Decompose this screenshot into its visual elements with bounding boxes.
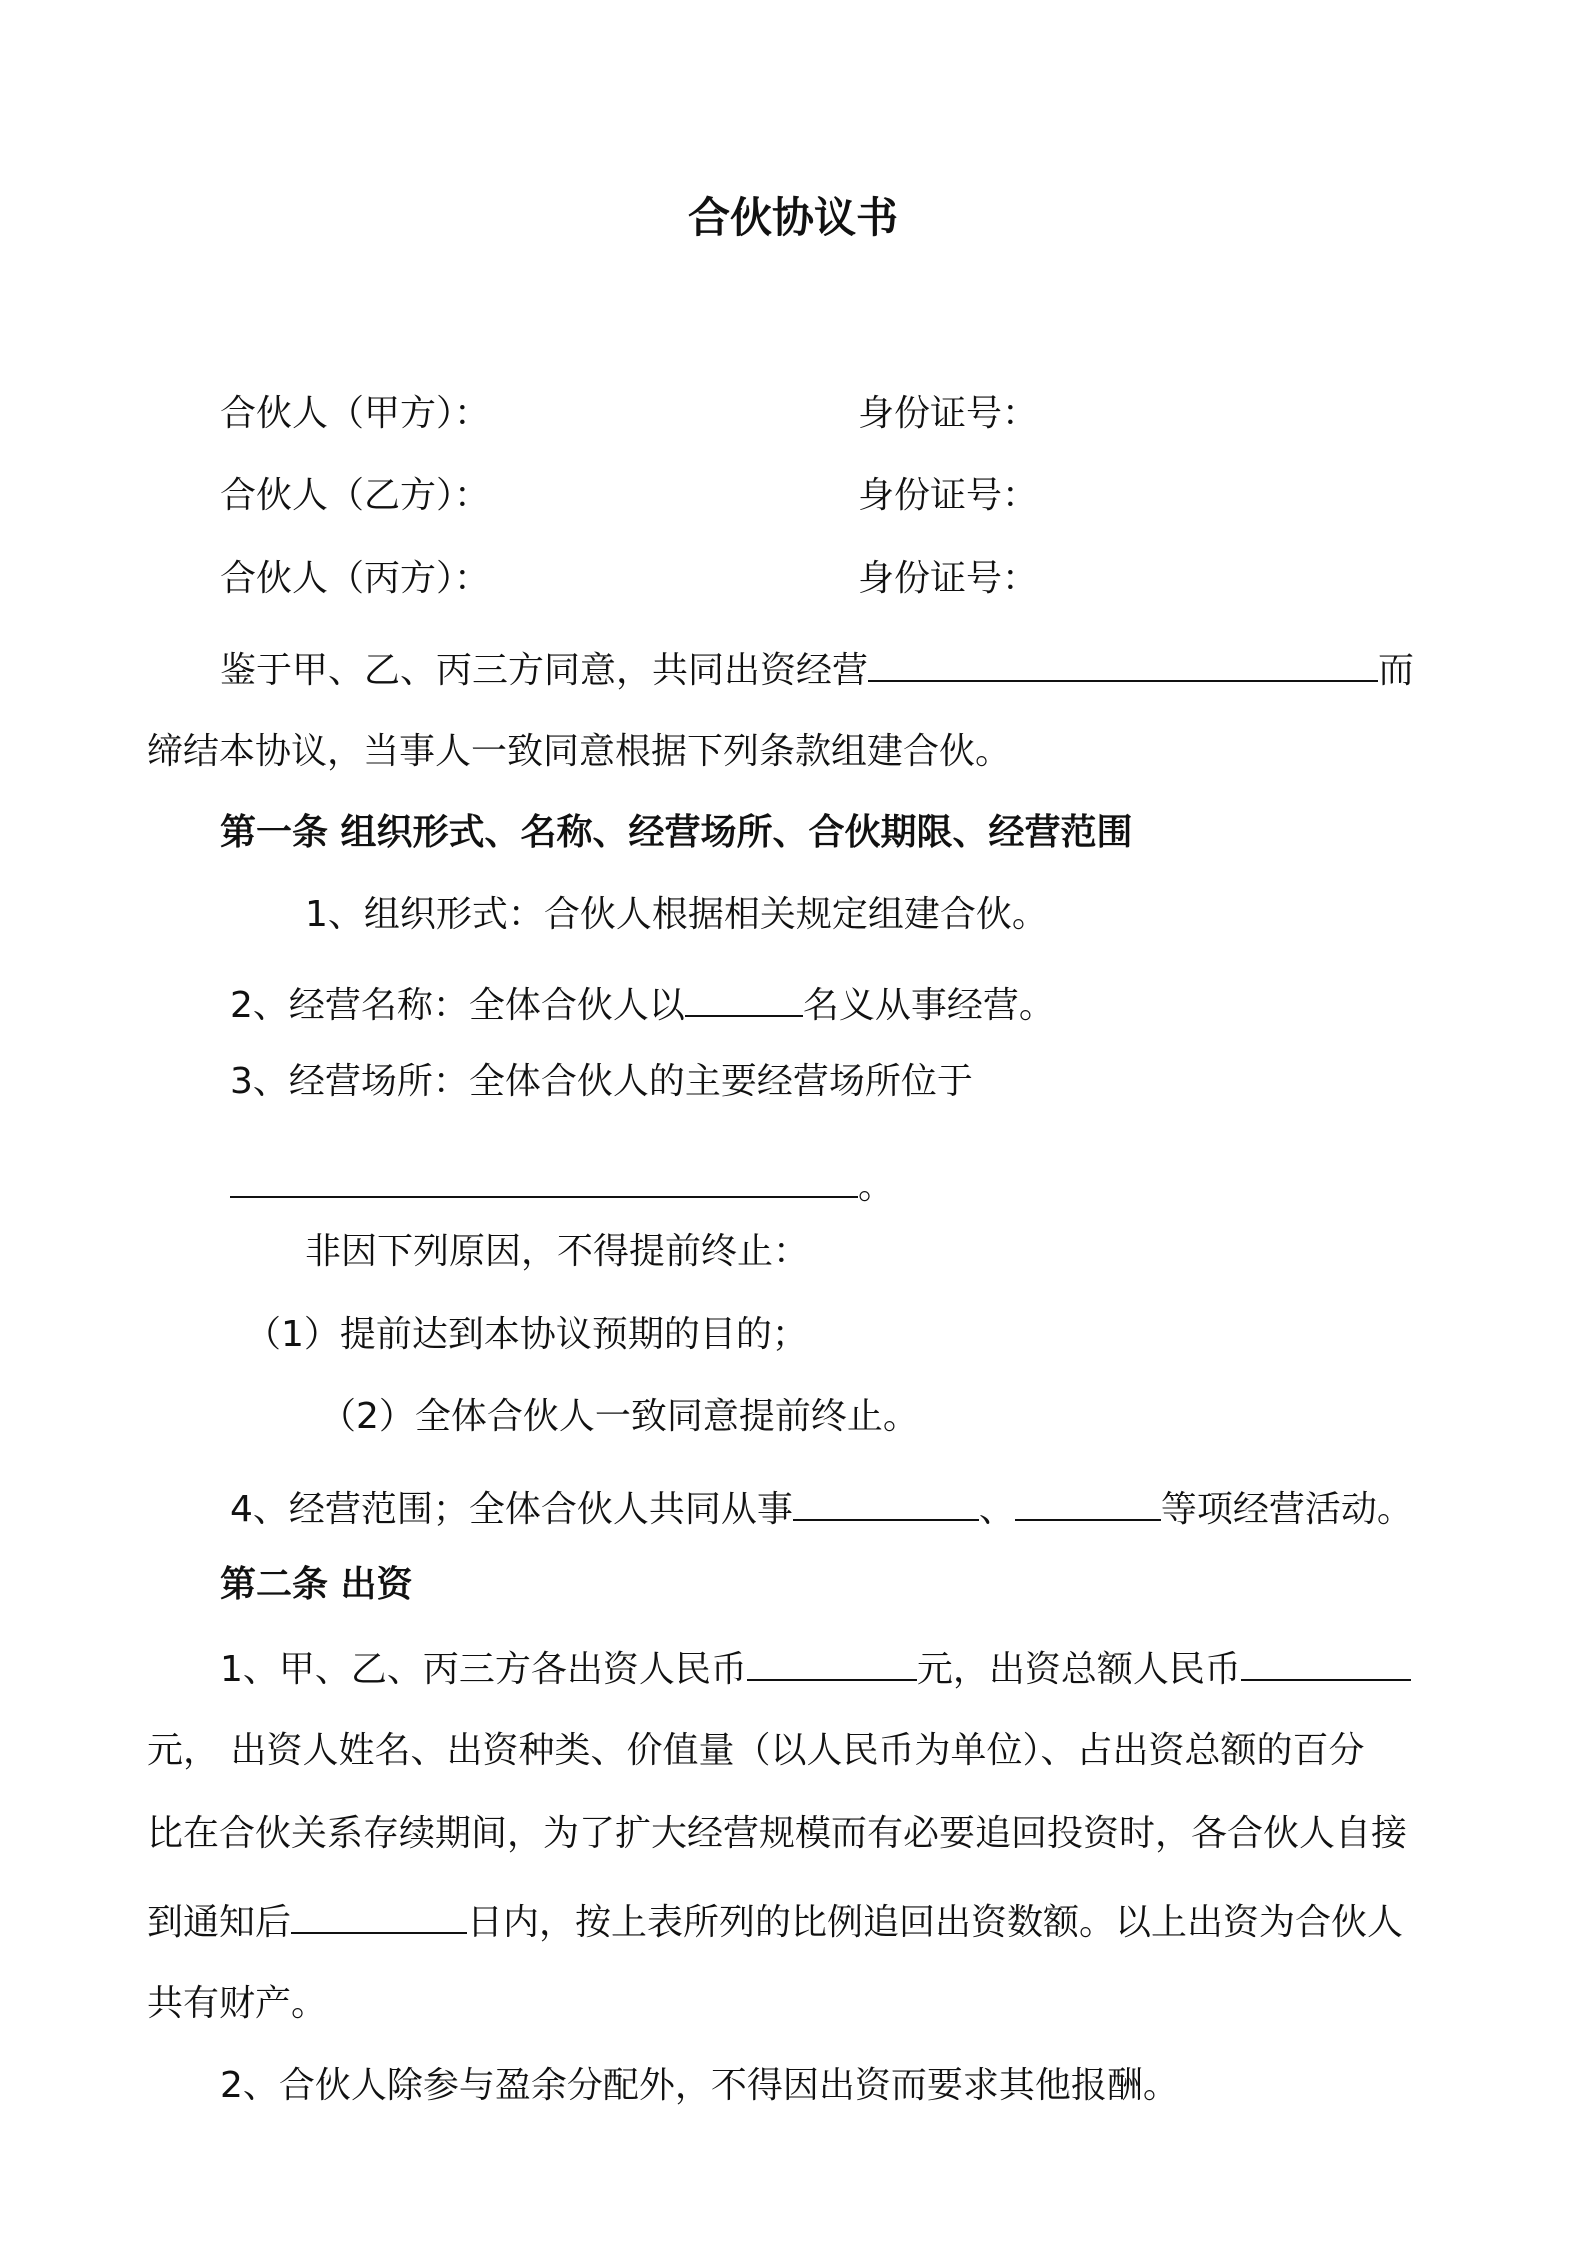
- termination-reason-1: （1）提前达到本协议预期的目的；: [245, 1314, 808, 1355]
- contribution-blank: [747, 1647, 917, 1681]
- intro-line-1-prefix: 鉴于甲、乙、丙三方同意，共同出资经营: [220, 650, 869, 691]
- party-a-label: 合伙人（甲方）：: [220, 393, 491, 434]
- article-1-item-1: 1、组织形式：合伙人根据相关规定组建合伙。: [305, 894, 1048, 935]
- article-2-p1-line-1: [220, 1647, 1411, 1692]
- item-4-prefix: 4、经营范围；全体合伙人共同从事: [230, 1489, 793, 1530]
- article-2-p1-line-4: [147, 1900, 1403, 1945]
- document-title: 合伙协议书: [687, 193, 898, 242]
- article-1-item-4: [230, 1487, 1413, 1532]
- article-2-p1-line-3: 比在合伙关系存续期间，为了扩大经营规模而有必要追回投资时，各合伙人自接: [147, 1813, 1408, 1854]
- premises-end: 。: [858, 1166, 895, 1207]
- article-2-p1-line-5: 共有财产。: [147, 1983, 328, 2024]
- party-b-label: 合伙人（乙方）：: [220, 475, 491, 516]
- item-4-separator: 、: [978, 1489, 1015, 1530]
- article-2-heading: 第二条 出资: [220, 1564, 413, 1605]
- article-2-p2: 2、合伙人除参与盈余分配外，不得因出资而要求其他报酬。: [220, 2065, 1179, 2106]
- intro-line-1-suffix: 而: [1378, 650, 1415, 691]
- p1-line-4-part-a: 到通知后: [147, 1902, 292, 1943]
- business-blank: [868, 648, 1378, 682]
- article-1-item-2: [230, 983, 1055, 1028]
- party-a-id-label: 身份证号：: [858, 393, 1039, 434]
- item-2-prefix: 2、经营名称：全体合伙人以: [230, 985, 685, 1026]
- premises-line: [230, 1164, 894, 1209]
- notice-days-blank: [291, 1900, 467, 1934]
- business-name-blank: [685, 983, 803, 1017]
- scope-blank-1: [793, 1487, 979, 1521]
- intro-line-1: [220, 648, 1414, 693]
- article-2-p1-line-2: 元， 出资人姓名、出资种类、价值量（以人民币为单位）、占出资总额的百分: [147, 1730, 1365, 1771]
- total-contribution-blank: [1241, 1647, 1411, 1681]
- article-1-item-3: 3、经营场所：全体合伙人的主要经营场所位于: [230, 1061, 973, 1102]
- scope-blank-2: [1015, 1487, 1161, 1521]
- article-1-heading: 第一条 组织形式、名称、经营场所、合伙期限、经营范围: [220, 812, 1133, 853]
- item-2-suffix: 名义从事经营。: [802, 985, 1055, 1026]
- termination-reason-2: （2）全体合伙人一致同意提前终止。: [320, 1396, 919, 1437]
- item-4-suffix: 等项经营活动。: [1160, 1489, 1413, 1530]
- party-c-id-label: 身份证号：: [858, 558, 1039, 599]
- termination-intro: 非因下列原因，不得提前终止：: [305, 1231, 810, 1272]
- party-b-id-label: 身份证号：: [858, 475, 1039, 516]
- p1-line-1-part-a: 1、甲、乙、丙三方各出资人民币: [220, 1649, 747, 1690]
- p1-line-4-part-b: 日内，按上表所列的比例追回出资数额。以上出资为合伙人: [467, 1902, 1404, 1943]
- premises-blank: [230, 1164, 858, 1198]
- party-c-label: 合伙人（丙方）：: [220, 558, 491, 599]
- intro-line-2: 缔结本协议，当事人一致同意根据下列条款组建合伙。: [147, 731, 1012, 772]
- p1-line-1-part-b: 元，出资总额人民币: [916, 1649, 1241, 1690]
